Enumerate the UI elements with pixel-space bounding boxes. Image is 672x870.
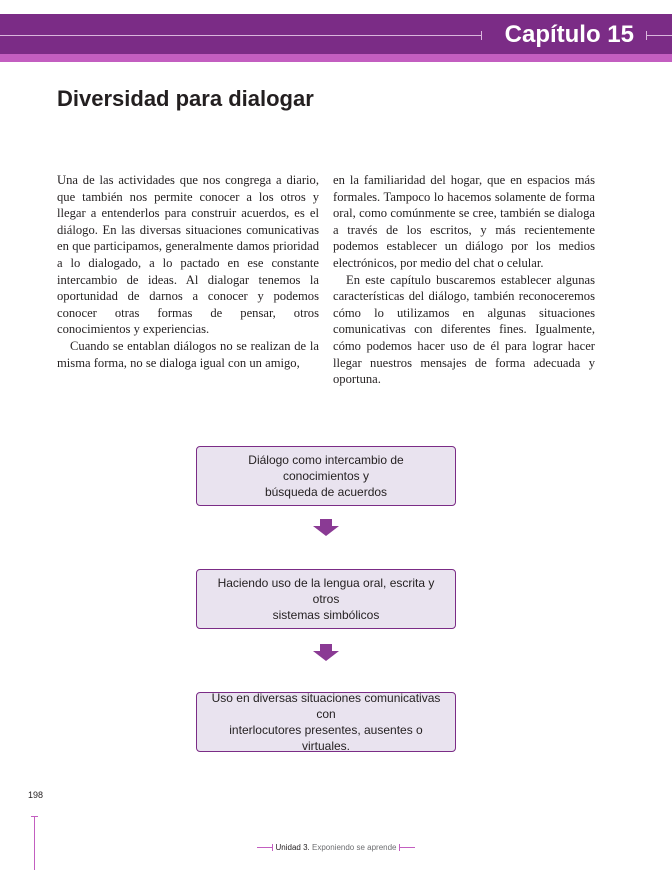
flow-step-2 xyxy=(196,569,456,629)
body-column-right xyxy=(333,172,595,388)
flow-step-3 xyxy=(196,692,456,752)
down-arrow-icon xyxy=(312,644,340,662)
chapter-label: Capítulo 15 xyxy=(504,21,634,48)
flow-step-text: Haciendo uso de la lengua oral, escrita y otros xyxy=(217,576,435,606)
flow-step-text: interlocutores presentes, ausentes o virtuales. xyxy=(229,723,423,753)
flow-step-text: sistemas simbólicos xyxy=(272,608,380,622)
footer-subtitle: Exponiendo se aprende xyxy=(311,843,397,852)
header-rule-right xyxy=(646,35,672,36)
chapter-header-stripe xyxy=(0,54,672,62)
flow-step-text: Uso en diversas situaciones comunicativas con xyxy=(211,691,441,721)
flow-step-text: Diálogo como intercambio de conocimientos y xyxy=(248,453,404,483)
paragraph: En este capítulo buscaremos establecer algunas características del diálogo, también reconoceremos cómo lo utilizamos en algunas situaciones comunicativas con diferentes fines. Igualmente, cómo podemos hacer uso de él para lograr hacer llegar nuestros mensajes de forma adecuada y oportuna. xyxy=(333,272,595,387)
page-number: 198 xyxy=(28,790,44,800)
footer xyxy=(0,843,672,852)
footer-rule-left xyxy=(257,847,273,848)
down-arrow-icon xyxy=(312,519,340,537)
flow-step-text: búsqueda de acuerdos xyxy=(264,485,388,499)
paragraph: Una de las actividades que nos congrega a diario, que también nos permite conocer a los otros y llegar a entenderlos para construir acuerdos, es el diálogo. En las diversas situaciones comunicativas en que participamos, generalmente damos prioridad a lo dialogado, a lo pactado en ese constante intercambio de ideas. Al dialogar tenemos la oportunidad de darnos a conocer y podemos conocer otras formas de pensar, otros conocimientos y experiencias. xyxy=(57,173,319,337)
flow-step-1 xyxy=(196,446,456,506)
footer-rule-right xyxy=(399,847,415,848)
page-title: Diversidad para dialogar xyxy=(57,86,314,111)
paragraph: en la familiaridad del hogar, que en espacios más formales. Tampoco lo hacemos solamente de forma oral, como comúnmente se cree, también se dialoga a través de los escritos, y más recientemente podemos establecer un diálogo por los medios electrónicos, por medio del chat o celular. xyxy=(333,173,595,270)
header-rule-left xyxy=(0,35,482,36)
paragraph: Cuando se entablan diálogos no se realizan de la misma forma, no se dialoga igual con un amigo, xyxy=(57,338,319,370)
footer-unit: Unidad 3. xyxy=(275,843,310,852)
body-column-left xyxy=(57,172,319,371)
